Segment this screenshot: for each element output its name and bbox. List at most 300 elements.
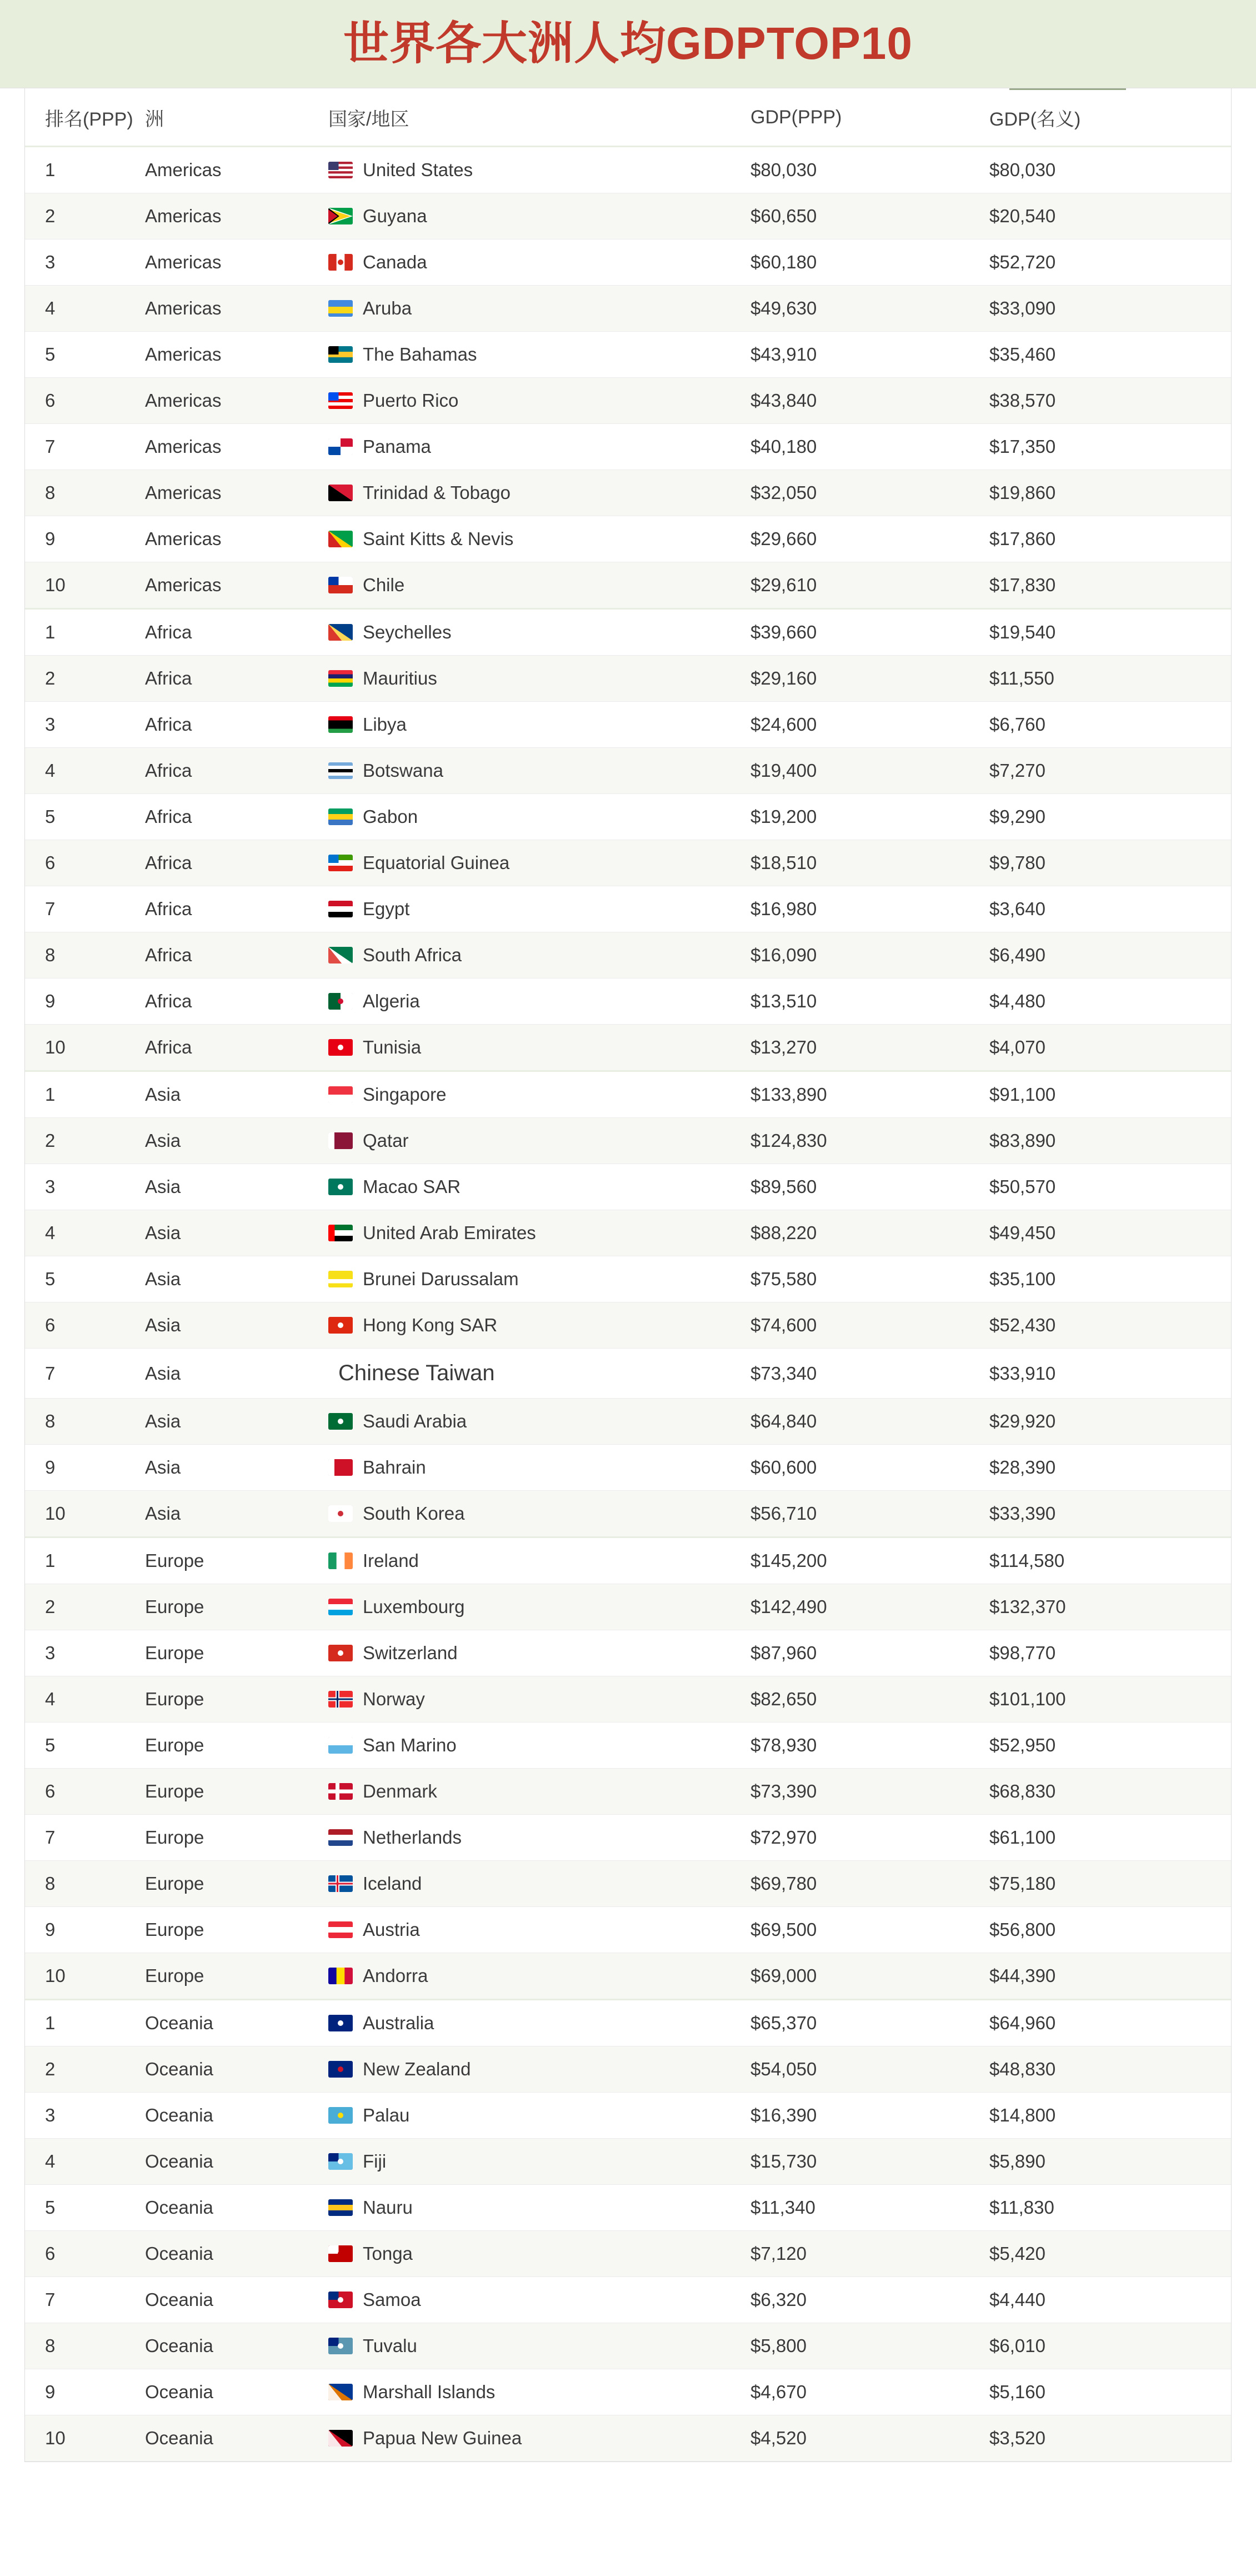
flag-icon <box>328 2384 353 2400</box>
cell-country <box>328 1256 750 1302</box>
cell-rank: 7 <box>25 886 145 932</box>
flag-icon <box>328 1086 353 1103</box>
cell-gdp-ppp: $15,730 <box>750 2139 989 2185</box>
table-row[interactable] <box>25 1118 1231 1164</box>
country-label: Saint Kitts & Nevis <box>363 528 514 549</box>
country-label: Andorra <box>363 1965 428 1986</box>
cell-continent: Americas <box>145 239 328 286</box>
cell-continent: Americas <box>145 193 328 239</box>
flag-icon <box>328 485 353 501</box>
cell-rank: 6 <box>25 840 145 886</box>
table-row[interactable] <box>25 147 1231 193</box>
cell-country <box>328 656 750 702</box>
table-row[interactable] <box>25 2323 1231 2369</box>
table-row[interactable] <box>25 702 1231 748</box>
country-label: Qatar <box>363 1130 409 1151</box>
cell-rank: 2 <box>25 656 145 702</box>
cell-country <box>328 932 750 979</box>
table-row[interactable] <box>25 1815 1231 1861</box>
table-row[interactable] <box>25 1584 1231 1630</box>
table-row[interactable] <box>25 1210 1231 1256</box>
flag-icon <box>328 346 353 363</box>
cell-continent: Europe <box>145 1676 328 1723</box>
cell-continent: Americas <box>145 424 328 470</box>
cell-continent: Asia <box>145 1118 328 1164</box>
table-row[interactable] <box>25 932 1231 979</box>
table-row[interactable] <box>25 1723 1231 1769</box>
table-row[interactable] <box>25 748 1231 794</box>
cell-continent: Oceania <box>145 2277 328 2323</box>
table-row[interactable] <box>25 1537 1231 1584</box>
flag-icon <box>328 2061 353 2078</box>
flag-icon <box>328 392 353 409</box>
table-row[interactable] <box>25 2093 1231 2139</box>
cell-gdp-ppp: $49,630 <box>750 286 989 332</box>
country-label: Brunei Darussalam <box>363 1269 519 1289</box>
table-row[interactable] <box>25 1676 1231 1723</box>
cell-gdp-nominal: $9,290 <box>989 794 1231 840</box>
cell-gdp-nominal: $29,920 <box>989 1399 1231 1445</box>
country-label: San Marino <box>363 1735 457 1755</box>
cell-rank: 10 <box>25 562 145 609</box>
cell-rank: 5 <box>25 1256 145 1302</box>
cell-country <box>328 886 750 932</box>
cell-country <box>328 1861 750 1907</box>
table-row[interactable] <box>25 1861 1231 1907</box>
table-row[interactable] <box>25 656 1231 702</box>
cell-country <box>328 378 750 424</box>
cell-country <box>328 1399 750 1445</box>
header-accent-line <box>1009 88 1126 90</box>
flag-icon <box>328 1552 353 1569</box>
country-label: Australia <box>363 2013 434 2033</box>
flag-icon <box>328 1039 353 1056</box>
cell-continent: Americas <box>145 470 328 516</box>
cell-gdp-ppp: $75,580 <box>750 1256 989 1302</box>
cell-continent: Asia <box>145 1349 328 1399</box>
country-label: Seychelles <box>363 622 452 642</box>
country-label: Egypt <box>363 898 410 919</box>
flag-icon <box>328 2153 353 2170</box>
cell-gdp-ppp: $73,390 <box>750 1769 989 1815</box>
cell-rank: 6 <box>25 2231 145 2277</box>
cell-gdp-ppp: $39,660 <box>750 609 989 656</box>
flag-icon <box>328 254 353 271</box>
country-label: Aruba <box>363 298 412 318</box>
cell-rank: 1 <box>25 609 145 656</box>
table-row[interactable] <box>25 378 1231 424</box>
cell-continent: Oceania <box>145 2139 328 2185</box>
country-label: Algeria <box>363 991 420 1011</box>
country-label: Botswana <box>363 760 443 781</box>
cell-rank: 9 <box>25 2369 145 2415</box>
country-label: Singapore <box>363 1084 447 1105</box>
table-row[interactable] <box>25 1071 1231 1118</box>
table-row[interactable] <box>25 2046 1231 2093</box>
country-label: Fiji <box>363 2151 387 2171</box>
cell-rank: 9 <box>25 1445 145 1491</box>
table-row[interactable] <box>25 2139 1231 2185</box>
cell-country <box>328 979 750 1025</box>
country-label: Hong Kong SAR <box>363 1315 498 1335</box>
flag-icon <box>328 1317 353 1334</box>
flag-icon <box>328 1225 353 1241</box>
table-row[interactable] <box>25 2415 1231 2462</box>
cell-gdp-ppp: $40,180 <box>750 424 989 470</box>
cell-continent: Americas <box>145 378 328 424</box>
cell-gdp-ppp: $88,220 <box>750 1210 989 1256</box>
table-row[interactable] <box>25 2277 1231 2323</box>
cell-gdp-nominal: $44,390 <box>989 1953 1231 2000</box>
cell-continent: Asia <box>145 1399 328 1445</box>
cell-gdp-nominal: $5,160 <box>989 2369 1231 2415</box>
cell-rank: 4 <box>25 1676 145 1723</box>
table-row[interactable] <box>25 609 1231 656</box>
table-row[interactable] <box>25 1164 1231 1210</box>
cell-continent: Africa <box>145 794 328 840</box>
flag-icon <box>328 1968 353 1984</box>
table-row[interactable] <box>25 286 1231 332</box>
table-row[interactable] <box>25 332 1231 378</box>
cell-continent: Africa <box>145 979 328 1025</box>
cell-gdp-ppp: $16,980 <box>750 886 989 932</box>
cell-continent: Europe <box>145 1630 328 1676</box>
table-row[interactable] <box>25 1907 1231 1953</box>
cell-gdp-ppp: $60,180 <box>750 239 989 286</box>
cell-country <box>328 2231 750 2277</box>
cell-gdp-ppp: $69,000 <box>750 1953 989 2000</box>
country-label: Libya <box>363 714 407 735</box>
cell-rank: 6 <box>25 1302 145 1349</box>
cell-gdp-ppp: $142,490 <box>750 1584 989 1630</box>
cell-country <box>328 1953 750 2000</box>
cell-continent: Europe <box>145 1584 328 1630</box>
cell-country <box>328 193 750 239</box>
cell-country <box>328 286 750 332</box>
cell-country <box>328 470 750 516</box>
country-label: Guyana <box>363 206 427 226</box>
country-label: Saudi Arabia <box>363 1411 467 1431</box>
cell-gdp-nominal: $52,720 <box>989 239 1231 286</box>
cell-country <box>328 794 750 840</box>
cell-country <box>328 1815 750 1861</box>
column-header-rank[interactable]: 排名(PPP) <box>25 88 145 147</box>
country-label: Canada <box>363 252 427 272</box>
cell-continent: Europe <box>145 1723 328 1769</box>
country-label: Gabon <box>363 806 418 827</box>
table-row[interactable] <box>25 2185 1231 2231</box>
table-row[interactable] <box>25 239 1231 286</box>
cell-gdp-ppp: $16,390 <box>750 2093 989 2139</box>
flag-icon <box>328 855 353 871</box>
flag-icon <box>328 1645 353 1661</box>
cell-rank: 4 <box>25 748 145 794</box>
cell-gdp-nominal: $17,830 <box>989 562 1231 609</box>
country-label: Papua New Guinea <box>363 2428 522 2448</box>
table-row[interactable] <box>25 516 1231 562</box>
table-row[interactable] <box>25 794 1231 840</box>
cell-gdp-nominal: $98,770 <box>989 1630 1231 1676</box>
country-label: Chile <box>363 575 405 595</box>
country-label: Netherlands <box>363 1827 462 1848</box>
cell-rank: 8 <box>25 1399 145 1445</box>
cell-continent: Americas <box>145 516 328 562</box>
cell-continent: Asia <box>145 1256 328 1302</box>
cell-rank: 7 <box>25 1815 145 1861</box>
flag-icon <box>328 1737 353 1754</box>
cell-continent: Africa <box>145 609 328 656</box>
cell-rank: 4 <box>25 286 145 332</box>
cell-gdp-nominal: $35,460 <box>989 332 1231 378</box>
column-header-country[interactable]: 国家/地区 <box>328 88 750 147</box>
table-row[interactable] <box>25 979 1231 1025</box>
cell-gdp-nominal: $35,100 <box>989 1256 1231 1302</box>
cell-gdp-ppp: $65,370 <box>750 2000 989 2046</box>
cell-gdp-ppp: $74,600 <box>750 1302 989 1349</box>
cell-gdp-ppp: $72,970 <box>750 1815 989 1861</box>
table-row[interactable] <box>25 2369 1231 2415</box>
cell-country <box>328 840 750 886</box>
column-header-continent[interactable]: 洲 <box>145 88 328 147</box>
cell-country <box>328 1164 750 1210</box>
flag-icon <box>328 1132 353 1149</box>
cell-rank: 3 <box>25 1164 145 1210</box>
cell-continent: Americas <box>145 332 328 378</box>
page-title: 世界各大洲人均GDPTOP10 <box>343 18 913 69</box>
country-label: Tuvalu <box>363 2335 417 2356</box>
cell-rank: 8 <box>25 932 145 979</box>
cell-continent: Oceania <box>145 2093 328 2139</box>
cell-rank: 8 <box>25 2323 145 2369</box>
cell-gdp-nominal: $132,370 <box>989 1584 1231 1630</box>
table-row[interactable] <box>25 1630 1231 1676</box>
cell-country <box>328 748 750 794</box>
cell-country <box>328 2277 750 2323</box>
cell-continent: Europe <box>145 1769 328 1815</box>
cell-gdp-ppp: $69,780 <box>750 1861 989 1907</box>
cell-gdp-nominal: $19,860 <box>989 470 1231 516</box>
flag-icon <box>328 1179 353 1195</box>
table-row[interactable] <box>25 2231 1231 2277</box>
cell-country <box>328 516 750 562</box>
cell-gdp-nominal: $4,440 <box>989 2277 1231 2323</box>
country-label: Luxembourg <box>363 1596 465 1617</box>
gdp-table-container <box>24 88 1232 2462</box>
table-header <box>25 88 1231 147</box>
cell-gdp-ppp: $6,320 <box>750 2277 989 2323</box>
cell-gdp-nominal: $68,830 <box>989 1769 1231 1815</box>
flag-icon <box>328 2338 353 2354</box>
flag-icon <box>328 2199 353 2216</box>
cell-rank: 10 <box>25 1953 145 2000</box>
table-row[interactable] <box>25 424 1231 470</box>
cell-continent: Oceania <box>145 2000 328 2046</box>
cell-rank: 1 <box>25 2000 145 2046</box>
cell-rank: 4 <box>25 1210 145 1256</box>
cell-gdp-nominal: $6,010 <box>989 2323 1231 2369</box>
cell-rank: 7 <box>25 2277 145 2323</box>
country-label: The Bahamas <box>363 344 477 365</box>
cell-gdp-nominal: $33,910 <box>989 1349 1231 1399</box>
cell-gdp-ppp: $60,600 <box>750 1445 989 1491</box>
cell-rank: 3 <box>25 1630 145 1676</box>
cell-gdp-ppp: $69,500 <box>750 1907 989 1953</box>
cell-gdp-nominal: $19,540 <box>989 609 1231 656</box>
flag-icon <box>328 901 353 917</box>
cell-continent: Asia <box>145 1210 328 1256</box>
table-row[interactable] <box>25 1349 1231 1399</box>
cell-rank: 5 <box>25 1723 145 1769</box>
cell-gdp-nominal: $11,830 <box>989 2185 1231 2231</box>
cell-gdp-nominal: $17,350 <box>989 424 1231 470</box>
cell-gdp-nominal: $83,890 <box>989 1118 1231 1164</box>
cell-gdp-ppp: $16,090 <box>750 932 989 979</box>
cell-country <box>328 1302 750 1349</box>
cell-continent: Europe <box>145 1537 328 1584</box>
cell-gdp-nominal: $9,780 <box>989 840 1231 886</box>
country-label: Ireland <box>363 1550 419 1571</box>
cell-rank: 2 <box>25 1584 145 1630</box>
flag-icon <box>328 2292 353 2308</box>
cell-gdp-ppp: $43,840 <box>750 378 989 424</box>
cell-country <box>328 1537 750 1584</box>
table-row[interactable] <box>25 840 1231 886</box>
cell-gdp-nominal: $101,100 <box>989 1676 1231 1723</box>
cell-rank: 7 <box>25 1349 145 1399</box>
cell-rank: 4 <box>25 2139 145 2185</box>
cell-rank: 1 <box>25 147 145 193</box>
table-row[interactable] <box>25 1256 1231 1302</box>
country-label: Trinidad & Tobago <box>363 482 511 503</box>
flag-icon <box>328 808 353 825</box>
cell-gdp-nominal: $7,270 <box>989 748 1231 794</box>
cell-rank: 8 <box>25 1861 145 1907</box>
cell-country <box>328 2369 750 2415</box>
cell-gdp-ppp: $11,340 <box>750 2185 989 2231</box>
cell-gdp-ppp: $133,890 <box>750 1071 989 1118</box>
cell-country <box>328 1445 750 1491</box>
cell-gdp-nominal: $38,570 <box>989 378 1231 424</box>
table-body <box>25 147 1231 2462</box>
flag-icon <box>328 624 353 641</box>
cell-continent: Europe <box>145 1815 328 1861</box>
column-header-gdp-ppp[interactable]: GDP(PPP) <box>750 88 989 147</box>
flag-icon <box>328 438 353 455</box>
country-label: Denmark <box>363 1781 437 1801</box>
cell-gdp-ppp: $82,650 <box>750 1676 989 1723</box>
table-row[interactable] <box>25 1302 1231 1349</box>
table-row[interactable] <box>25 193 1231 239</box>
table-row[interactable] <box>25 2000 1231 2046</box>
cell-country <box>328 2093 750 2139</box>
table-row[interactable] <box>25 1491 1231 1537</box>
cell-gdp-ppp: $145,200 <box>750 1537 989 1584</box>
flag-icon <box>328 1829 353 1846</box>
flag-icon <box>328 531 353 547</box>
cell-country <box>328 1723 750 1769</box>
cell-gdp-nominal: $48,830 <box>989 2046 1231 2093</box>
table-row[interactable] <box>25 1445 1231 1491</box>
cell-country <box>328 1210 750 1256</box>
country-label: Chinese Taiwan <box>338 1361 495 1385</box>
country-label: Panama <box>363 436 431 457</box>
cell-continent: Americas <box>145 147 328 193</box>
flag-icon <box>328 947 353 963</box>
country-label: Nauru <box>363 2197 413 2218</box>
country-label: Iceland <box>363 1873 422 1894</box>
table-row[interactable] <box>25 1399 1231 1445</box>
cell-rank: 5 <box>25 2185 145 2231</box>
table-row[interactable] <box>25 1769 1231 1815</box>
flag-icon <box>328 1599 353 1615</box>
flag-icon <box>328 1459 353 1476</box>
cell-gdp-nominal: $61,100 <box>989 1815 1231 1861</box>
cell-rank: 3 <box>25 702 145 748</box>
cell-gdp-ppp: $19,200 <box>750 794 989 840</box>
cell-gdp-ppp: $124,830 <box>750 1118 989 1164</box>
cell-rank: 6 <box>25 378 145 424</box>
cell-gdp-nominal: $5,890 <box>989 2139 1231 2185</box>
cell-gdp-ppp: $18,510 <box>750 840 989 886</box>
cell-continent: Asia <box>145 1445 328 1491</box>
cell-gdp-ppp: $54,050 <box>750 2046 989 2093</box>
flag-icon <box>328 716 353 733</box>
cell-continent: Africa <box>145 886 328 932</box>
cell-gdp-nominal: $56,800 <box>989 1907 1231 1953</box>
cell-country <box>328 2139 750 2185</box>
flag-icon <box>328 2430 353 2447</box>
country-label: Mauritius <box>363 668 437 688</box>
cell-continent: Europe <box>145 1861 328 1907</box>
cell-gdp-ppp: $29,610 <box>750 562 989 609</box>
cell-gdp-ppp: $13,510 <box>750 979 989 1025</box>
table-row[interactable] <box>25 1025 1231 1071</box>
country-label: South Korea <box>363 1503 465 1524</box>
cell-continent: Africa <box>145 748 328 794</box>
cell-gdp-ppp: $4,670 <box>750 2369 989 2415</box>
flag-icon <box>328 762 353 779</box>
table-row[interactable] <box>25 470 1231 516</box>
cell-gdp-ppp: $56,710 <box>750 1491 989 1537</box>
flag-icon <box>328 1271 353 1287</box>
cell-gdp-ppp: $60,650 <box>750 193 989 239</box>
cell-gdp-ppp: $43,910 <box>750 332 989 378</box>
cell-gdp-nominal: $33,090 <box>989 286 1231 332</box>
cell-country <box>328 1907 750 1953</box>
table-row[interactable] <box>25 562 1231 609</box>
cell-gdp-nominal: $20,540 <box>989 193 1231 239</box>
flag-icon <box>328 1691 353 1708</box>
cell-gdp-ppp: $19,400 <box>750 748 989 794</box>
cell-continent: Oceania <box>145 2046 328 2093</box>
cell-gdp-nominal: $17,860 <box>989 516 1231 562</box>
table-row[interactable] <box>25 886 1231 932</box>
gdp-table <box>25 88 1231 2462</box>
cell-gdp-ppp: $87,960 <box>750 1630 989 1676</box>
cell-gdp-nominal: $75,180 <box>989 1861 1231 1907</box>
cell-continent: Oceania <box>145 2323 328 2369</box>
column-header-gdp-nominal[interactable]: GDP(名义) <box>989 88 1231 147</box>
cell-gdp-nominal: $52,950 <box>989 1723 1231 1769</box>
cell-country <box>328 562 750 609</box>
cell-continent: Oceania <box>145 2415 328 2462</box>
cell-gdp-ppp: $80,030 <box>750 147 989 193</box>
cell-continent: Africa <box>145 840 328 886</box>
table-row[interactable] <box>25 1953 1231 2000</box>
flag-icon <box>328 577 353 593</box>
cell-gdp-nominal: $114,580 <box>989 1537 1231 1584</box>
cell-country <box>328 424 750 470</box>
